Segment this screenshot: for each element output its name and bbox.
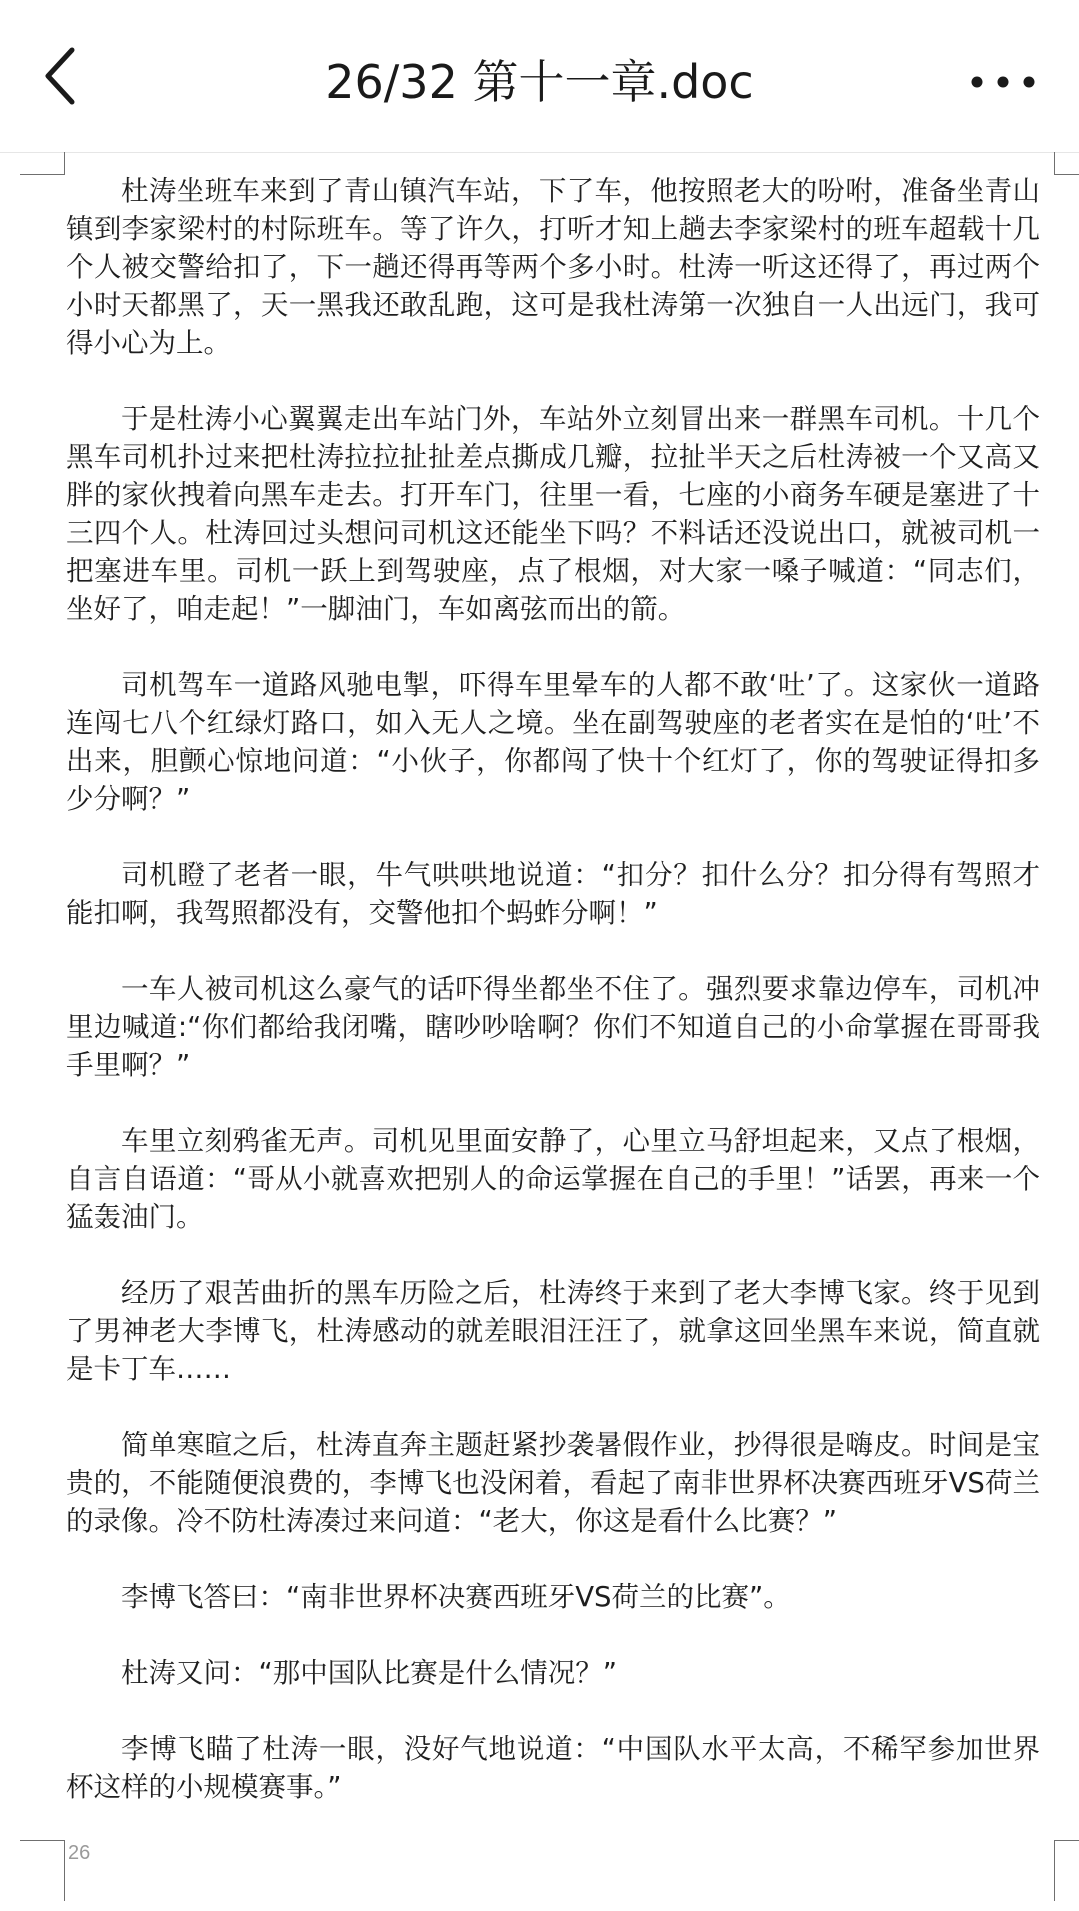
- back-button[interactable]: [40, 42, 100, 112]
- paragraph: 一车人被司机这么豪气的话吓得坐都坐不住了。强烈要求靠边停车，司机冲里边喊道:“你们都给我闭嘴，瞎吵吵啥啊？你们不知道自己的小命掌握在哥哥我手里啊？”: [66, 973, 1040, 1081]
- paragraph: 李博飞瞄了杜涛一眼，没好气地说道：“中国队水平太高，不稀罕参加世界杯这样的小规模赛事。”: [66, 1733, 1040, 1803]
- document-page: [0, 152, 1079, 1911]
- page-corner-mark-bottom-right: [1054, 1840, 1079, 1901]
- paragraph: 司机驾车一道路风驰电掣，吓得车里晕车的人都不敢‘吐’了。这家伙一道路连闯七八个红绿灯路口，如入无人之境。坐在副驾驶座的老者实在是怕的‘吐’不出来，胆颤心惊地问道：“小伙子，你都闯了快十个红灯了，你的驾驶证得扣多少分啊？”: [66, 669, 1040, 815]
- more-options-button[interactable]: [963, 62, 1043, 102]
- page-corner-mark-top-right: [1054, 152, 1079, 175]
- paragraph: 车里立刻鸦雀无声。司机见里面安静了，心里立马舒坦起来，又点了根烟，自言自语道：“哥从小就喜欢把别人的命运掌握在自己的手里！”话罢，再来一个猛轰油门。: [66, 1125, 1040, 1233]
- page-number: 26: [68, 1842, 91, 1864]
- paragraph: 杜涛坐班车来到了青山镇汽车站，下了车，他按照老大的吩咐，准备坐青山镇到李家梁村的村际班车。等了许久，打听才知上趟去李家梁村的班车超载十几个人被交警给扣了，下一趟还得再等两个多小时。杜涛一听这还得了，再过两个小时天都黑了，天一黑我还敢乱跑，这可是我杜涛第一次独自一人出远门，我可得小心为上。: [66, 175, 1040, 359]
- page-corner-mark-bottom-left: [20, 1840, 65, 1901]
- page-corner-mark-top-left: [20, 152, 65, 175]
- paragraph: 于是杜涛小心翼翼走出车站门外，车站外立刻冒出来一群黑车司机。十几个黑车司机扑过来把杜涛拉拉扯扯差点撕成几瓣，拉扯半天之后杜涛被一个又高又胖的家伙拽着向黑车走去。打开车门，往里一看，七座的小商务车硬是塞进了十三四个人。杜涛回过头想问司机这还能坐下吗？不料话还没说出口，就被司机一把塞进车里。司机一跃上到驾驶座，点了根烟，对大家一嗓子喊道：“同志们，坐好了，咱走起！”一脚油门，车如离弦而出的箭。: [66, 403, 1040, 625]
- more-horizontal-icon: [963, 62, 1043, 102]
- paragraph: 司机瞪了老者一眼，牛气哄哄地说道：“扣分？扣什么分？扣分得有驾照才能扣啊，我驾照都没有，交警他扣个蚂蚱分啊！”: [66, 859, 1040, 929]
- top-bar: [0, 0, 1079, 153]
- document-body: [66, 172, 1040, 1844]
- chevron-left-icon: [40, 42, 100, 112]
- document-title: 26/32 第十一章.doc: [325, 55, 754, 109]
- paragraph: 杜涛又问：“那中国队比赛是什么情况？”: [121, 1657, 617, 1689]
- paragraph: 经历了艰苦曲折的黑车历险之后，杜涛终于来到了老大李博飞家。终于见到了男神老大李博飞，杜涛感动的就差眼泪汪汪了，就拿这回坐黑车来说，简直就是卡丁车……: [66, 1277, 1040, 1385]
- paragraph: 李博飞答曰：“南非世界杯决赛西班牙VS荷兰的比赛”。: [121, 1581, 791, 1613]
- paragraph: 简单寒暄之后，杜涛直奔主题赶紧抄袭暑假作业，抄得很是嗨皮。时间是宝贵的，不能随便浪费的，李博飞也没闲着，看起了南非世界杯决赛西班牙VS荷兰的录像。冷不防杜涛凑过来问道：“老大，你这是看什么比赛？”: [66, 1429, 1040, 1537]
